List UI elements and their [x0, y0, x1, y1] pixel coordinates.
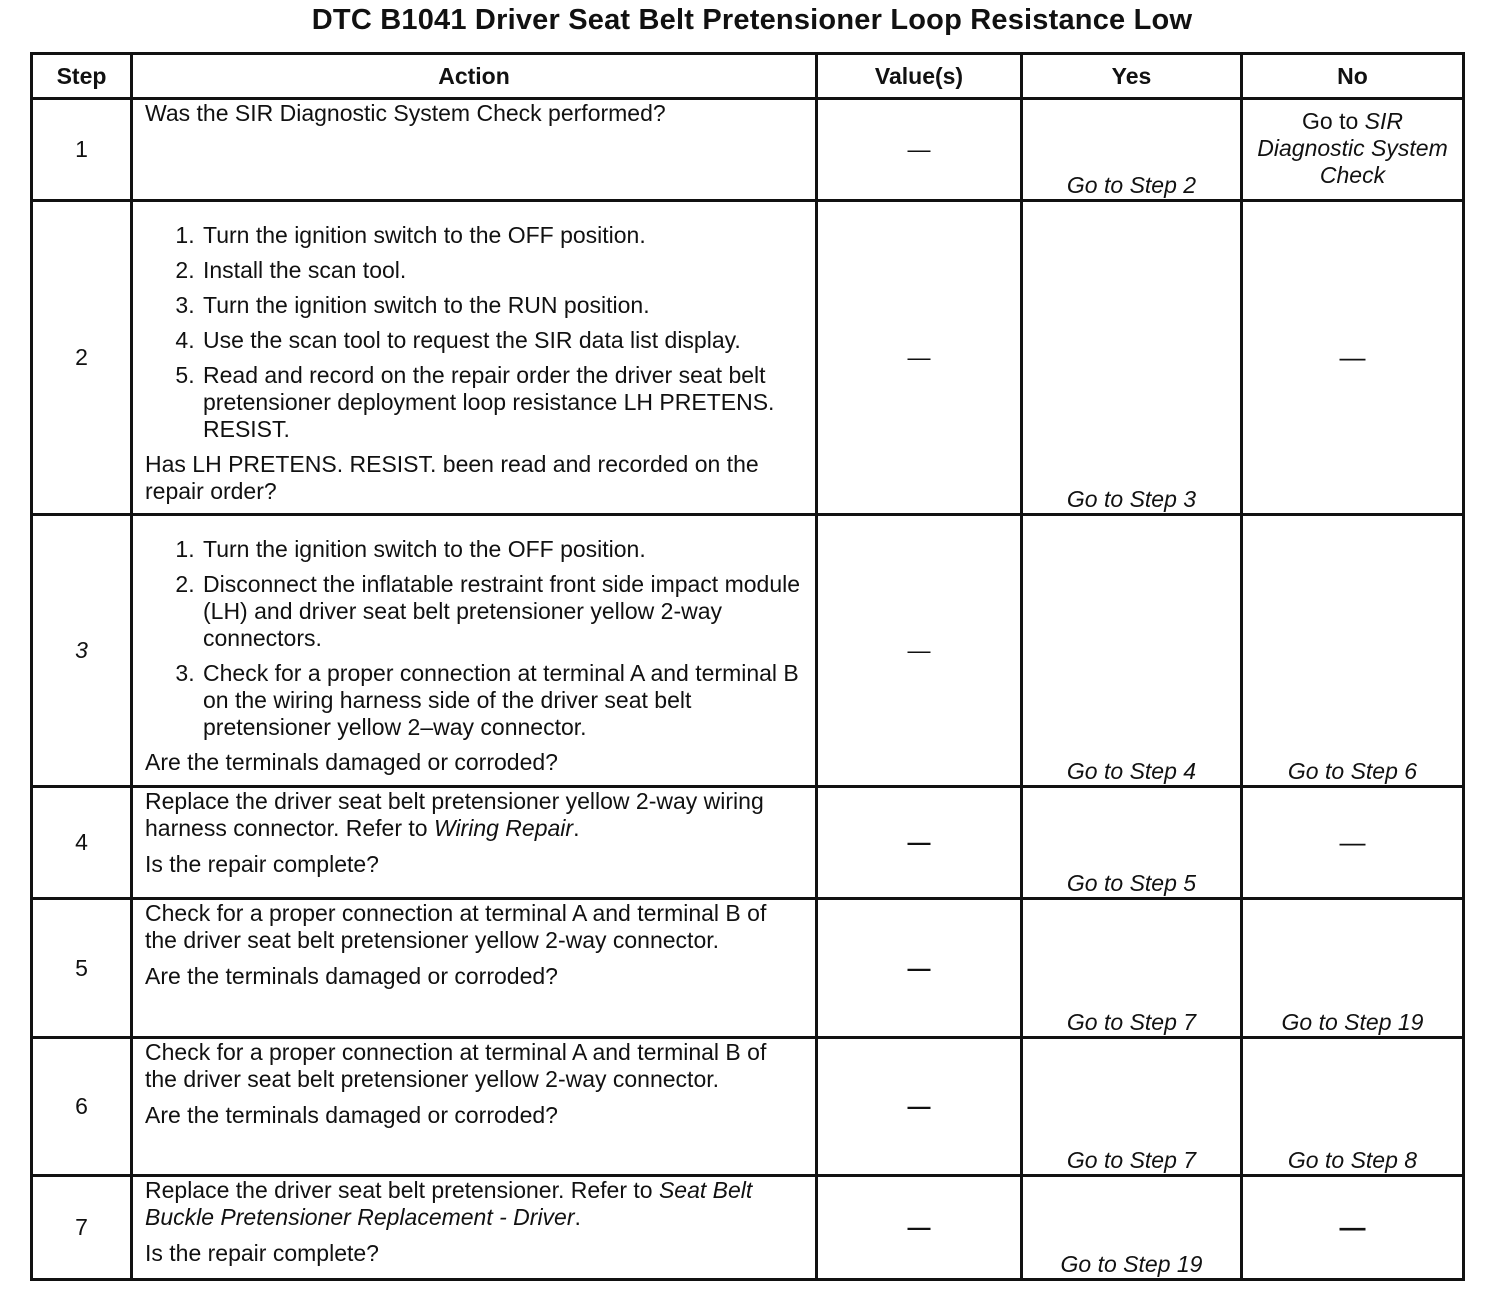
- action-text: [145, 1177, 803, 1231]
- yes-cell: Go to Step 3: [1022, 201, 1242, 515]
- action-question: Is the repair complete?: [145, 1240, 379, 1266]
- table-row: [32, 99, 1464, 201]
- step-number: 7: [32, 1176, 132, 1280]
- action-reference-end: .: [573, 815, 580, 841]
- yes-cell: Go to Step 4: [1022, 515, 1242, 787]
- no-cell: —: [1242, 787, 1464, 899]
- no-prefix: Go to: [1302, 108, 1365, 134]
- table-row: [32, 515, 1464, 787]
- list-item: 5. Read and record on the repair order the driver seat belt pretensioner deployment loop resistance LH PRETENS. RESIST.: [201, 362, 803, 443]
- header-row: [32, 54, 1464, 99]
- no-cell: —: [1242, 1176, 1464, 1280]
- action-reference: Wiring Repair: [433, 815, 574, 841]
- no-cell: Go to Step 6: [1242, 515, 1464, 787]
- yes-cell: Go to Step 5: [1022, 787, 1242, 899]
- step-number: 3: [32, 515, 132, 787]
- list-item: 3. Check for a proper connection at terminal A and terminal B on the wiring harness side of the driver seat belt pretensioner yellow 2–way connector.: [201, 660, 803, 741]
- step-number: 4: [32, 787, 132, 899]
- list-item: 1. Turn the ignition switch to the OFF position.: [201, 222, 803, 249]
- action-question: Was the SIR Diagnostic System Check performed?: [145, 100, 666, 126]
- action-question: Are the terminals damaged or corroded?: [145, 749, 558, 775]
- list-item: 2. Install the scan tool.: [201, 257, 803, 284]
- action-cell: [132, 201, 817, 515]
- action-cell: [132, 899, 817, 1038]
- step-number: 6: [32, 1038, 132, 1176]
- step-number: 5: [32, 899, 132, 1038]
- no-cell: Go to Step 19: [1242, 899, 1464, 1038]
- list-item: 4. Use the scan tool to request the SIR data list display.: [201, 327, 803, 354]
- table-row: [32, 787, 1464, 899]
- action-cell: [132, 515, 817, 787]
- value-cell: —: [817, 99, 1022, 201]
- yes-cell: Go to Step 2: [1022, 99, 1242, 201]
- action-text: [145, 788, 803, 842]
- action-question: Has LH PRETENS. RESIST. been read and recorded on the repair order?: [145, 451, 759, 504]
- action-cell: [132, 787, 817, 899]
- value-cell: —: [817, 201, 1022, 515]
- action-reference: Seat Belt Buckle Pretensioner Replacement - Driver: [145, 1177, 753, 1230]
- yes-cell: Go to Step 7: [1022, 1038, 1242, 1176]
- action-text: Check for a proper connection at terminal A and terminal B of the driver seat belt pretensioner yellow 2-way connector.: [145, 1039, 767, 1092]
- list-item: 2. Disconnect the inflatable restraint front side impact module (LH) and driver seat belt pretensioner yellow 2-way connectors.: [201, 571, 803, 652]
- yes-cell: Go to Step 19: [1022, 1176, 1242, 1280]
- header-no: No: [1242, 54, 1464, 99]
- yes-cell: Go to Step 7: [1022, 899, 1242, 1038]
- value-cell: —: [817, 787, 1022, 899]
- value-cell: —: [817, 899, 1022, 1038]
- action-cell: [132, 99, 817, 201]
- no-cell: —: [1242, 201, 1464, 515]
- action-text: Check for a proper connection at terminal A and terminal B of the driver seat belt pretensioner yellow 2-way connector.: [145, 900, 767, 953]
- action-text-body: Replace the driver seat belt pretensioner yellow 2-way wiring harness connector. Refer to: [145, 788, 764, 841]
- diagnostic-table: [30, 52, 1465, 1281]
- step-number: 1: [32, 99, 132, 201]
- action-cell: [132, 1176, 817, 1280]
- action-question: Are the terminals damaged or corroded?: [145, 1102, 558, 1128]
- header-values: Value(s): [817, 54, 1022, 99]
- procedure-list: [145, 536, 803, 741]
- table-row: [32, 899, 1464, 1038]
- header-action: Action: [132, 54, 817, 99]
- value-cell: —: [817, 515, 1022, 787]
- value-cell: —: [817, 1038, 1022, 1176]
- table-row: [32, 201, 1464, 515]
- action-cell: [132, 1038, 817, 1176]
- table-row: [32, 1176, 1464, 1280]
- action-text-body: Replace the driver seat belt pretensioner. Refer to: [145, 1177, 659, 1203]
- page-title: DTC B1041 Driver Seat Belt Pretensioner Loop Resistance Low: [311, 4, 1193, 36]
- list-item: 3. Turn the ignition switch to the RUN position.: [201, 292, 803, 319]
- action-reference-end: .: [574, 1204, 581, 1230]
- no-cell: [1242, 99, 1464, 201]
- table-row: [32, 1038, 1464, 1176]
- header-step: Step: [32, 54, 132, 99]
- no-cell: Go to Step 8: [1242, 1038, 1464, 1176]
- value-cell: —: [817, 1176, 1022, 1280]
- procedure-list: [145, 222, 803, 443]
- no-reference: SIR Diagnostic System Check: [1257, 108, 1448, 188]
- step-number: 2: [32, 201, 132, 515]
- header-yes: Yes: [1022, 54, 1242, 99]
- action-question: Is the repair complete?: [145, 851, 379, 877]
- action-question: Are the terminals damaged or corroded?: [145, 963, 558, 989]
- list-item: 1. Turn the ignition switch to the OFF position.: [201, 536, 803, 563]
